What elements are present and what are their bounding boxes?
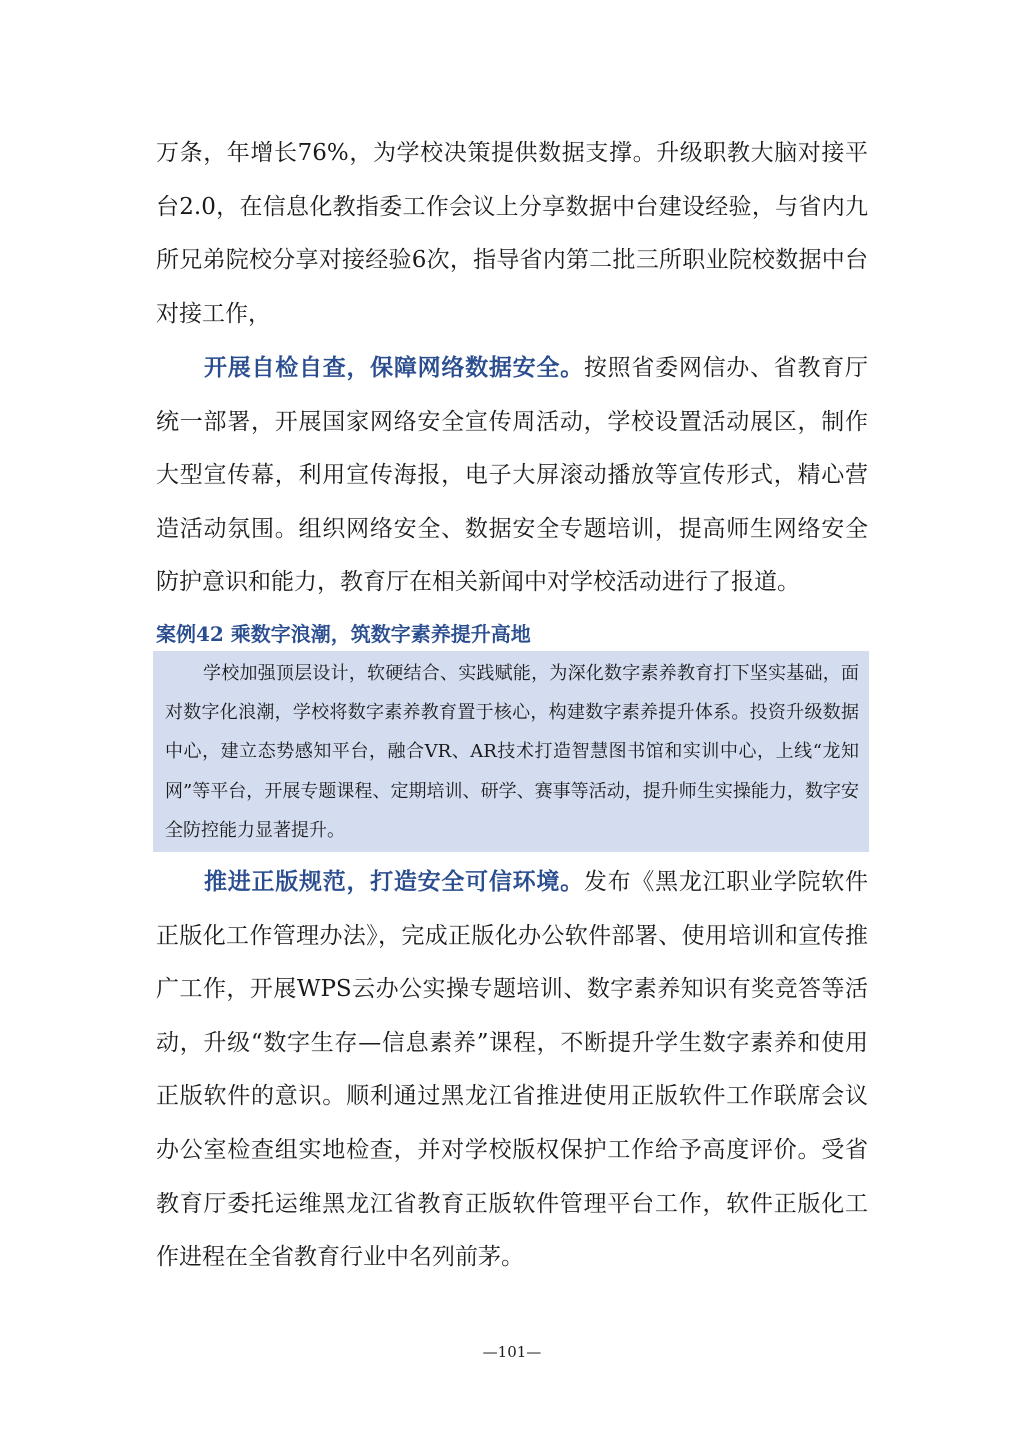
paragraph-network-security <box>156 341 868 610</box>
case-box <box>153 651 869 852</box>
paragraph-data-support <box>156 127 868 341</box>
paragraph-text: 按照省委网信办、省教育厅统一部署，开展国家网络安全宣传周活动，学校设置活动展区，制作大型宣传幕，利用宣传海报，电子大屏滚动播放等宣传形式，精心营造活动氛围。组织网络安全、数据安全专题培训，提高师生网络安全防护意识和能力，教育厅在相关新闻中对学校活动进行了报道。 <box>156 355 869 596</box>
paragraph-software-licensing <box>156 855 868 1285</box>
case-title: 案例42 乘数字浪潮，筑数字素养提升高地 <box>156 622 531 646</box>
paragraph-text: 发布《黑龙江职业学院软件正版化工作管理办法》，完成正版化办公软件部署、使用培训和宣传推广工作，开展WPS云办公实操专题培训、数字素养知识有奖竞答等活动，升级“数字生存—信息素养”课程，不断提升学生数字素养和使用正版软件的意识。顺利通过黑龙江省推进使用正版软件工作联席会议办公室检查组实地检查，并对学校版权保护工作给予高度评价。受省教育厅委托运维黑龙江省教育正版软件管理平台工作，软件正版化工作进程在全省教育行业中名列前茅。 <box>156 869 869 1271</box>
paragraph-lead-heading: 推进正版规范，打造安全可信环境。 <box>204 868 584 895</box>
page-number: —101— <box>482 1343 542 1361</box>
paragraph-lead-heading: 开展自检自查，保障网络数据安全。 <box>204 354 584 381</box>
paragraph-text: 万条，年增长76%，为学校决策提供数据支撑。升级职教大脑对接平台2.0，在信息化教指委工作会议上分享数据中台建设经验，与省内九所兄弟院校分享对接经验6次，指导省内第二批三所职业院校数据中台对接工作， <box>156 140 868 327</box>
case-text: 学校加强顶层设计，软硬结合、实践赋能，为深化数字素养教育打下坚实基础，面对数字化浪潮，学校将数字素养教育置于核心，构建数字素养提升体系。投资升级数据中心，建立态势感知平台，融合VR、AR技术打造智慧图书馆和实训中心，上线“龙知网”等平台，开展专题课程、定期培训、研学、赛事等活动，提升师生实操能力，数字安全防控能力显著提升。 <box>165 663 859 841</box>
